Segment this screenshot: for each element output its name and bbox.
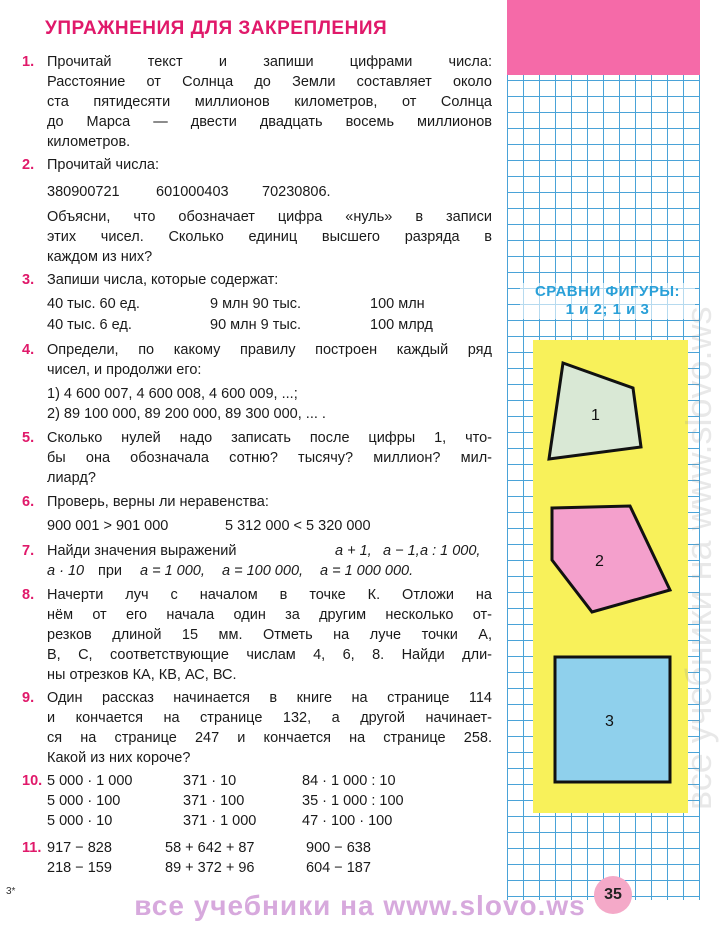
exercise-1 [22, 52, 492, 152]
exercise-9 [22, 688, 492, 768]
sequence-2: 2) 89 100 000, 89 200 000, 89 300 000, ... . [47, 406, 326, 422]
text-line: Начерти луч с началом в точке К. Отложи на [47, 587, 492, 603]
text-line: Какой из них короче? [47, 750, 191, 766]
inequality-2: 5 312 000 < 5 320 000 [225, 518, 371, 534]
exercise-2-question [22, 207, 492, 267]
text-line: этих чисел. Сколько единиц высшего разряда в [47, 229, 492, 245]
inequality-1: 900 001 > 901 000 [47, 518, 169, 534]
expression: a = 100 000, [222, 563, 304, 579]
text-line: Один рассказ начинается в книге на странице 114 [47, 690, 492, 706]
exercise-text: Прочитай числа: [47, 157, 160, 173]
exercise-3 [22, 270, 492, 290]
text-line: Прочитай текст и запиши цифрами числа: [47, 54, 492, 70]
section-heading: УПРАЖНЕНИЯ ДЛЯ ЗАКРЕПЛЕНИЯ [45, 18, 388, 39]
text-line: лиард? [47, 470, 96, 486]
figure-3-label: 3 [605, 713, 614, 730]
number-item: 40 тыс. 6 ед. [47, 317, 132, 333]
figure-2-label: 2 [595, 553, 604, 570]
exercise-number: 1. [22, 54, 35, 70]
expression: 58 + 642 + 87 [165, 840, 255, 856]
expression: 89 + 372 + 96 [165, 860, 255, 876]
exercise-8 [22, 585, 492, 685]
exercise-6 [22, 492, 492, 512]
expression: a : 1 000, [420, 543, 481, 559]
text-line: резков длиной 15 мм. Отметь на луче точки А, [47, 627, 492, 643]
text-line: чисел, и продолжи его: [47, 362, 202, 378]
bottom-watermark: все учебники на www.slovo.ws [134, 890, 586, 921]
vertical-watermark [630, 120, 719, 820]
number-3: 70230806. [262, 184, 331, 200]
exercise-number: 8. [22, 587, 35, 603]
number-item: 9 млн 90 тыс. [210, 296, 302, 312]
margin-mark: 3* [6, 886, 16, 897]
exercise-number: 10. [22, 773, 43, 789]
number-item: 100 млрд [370, 317, 433, 333]
text-line: ста пятидесяти миллионов километров, от Солнца [47, 94, 492, 110]
sequence-1: 1) 4 600 007, 4 600 008, 4 600 009, ...; [47, 386, 298, 402]
text-word: при [98, 563, 123, 579]
expression: 371 · 100 [183, 793, 245, 809]
expression: 604 − 187 [306, 860, 371, 876]
expression: 917 − 828 [47, 840, 112, 856]
exercise-text: Проверь, верны ли неравенства: [47, 494, 269, 510]
exercise-number: 7. [22, 543, 35, 559]
exercise-number: 6. [22, 494, 35, 510]
vertical-watermark-text: все учебники на www.slovo.ws [678, 306, 719, 810]
expression: 371 · 1 000 [183, 813, 257, 829]
number-item: 100 млн [370, 296, 425, 312]
expression: 218 − 159 [47, 860, 112, 876]
text-line: Расстояние от Солнца до Земли составляет около [47, 74, 492, 90]
exercise-4 [22, 340, 492, 380]
expression: 371 · 10 [183, 773, 237, 789]
exercise-number: 9. [22, 690, 35, 706]
exercise-text [47, 428, 492, 488]
pink-block [507, 0, 700, 75]
exercise-2 [22, 155, 492, 175]
exercise-number: 4. [22, 342, 35, 358]
expression: 5 000 · 1 000 [47, 773, 133, 789]
text-line: каждом из них? [47, 249, 153, 265]
number-item: 40 тыс. 60 ед. [47, 296, 140, 312]
compare-title-line2: 1 и 2; 1 и 3 [565, 301, 650, 318]
text-line: Сколько нулей надо записать после цифры 1, что- [47, 430, 492, 446]
text-line: до Марса — двести двадцать восемь миллионов [47, 114, 492, 130]
expression: a + 1, [335, 543, 372, 559]
exercise-text [47, 688, 492, 768]
exercise-text [47, 340, 492, 380]
expression: a − 1, [383, 543, 420, 559]
figure-1-label: 1 [591, 407, 600, 424]
text-line: и кончается на странице 132, а другой начинает- [47, 710, 492, 726]
expression: 5 000 · 10 [47, 813, 113, 829]
expression: a · 10 [47, 563, 85, 579]
exercise-number: 2. [22, 157, 35, 173]
exercise-text [47, 52, 492, 152]
exercise-text: Запиши числа, которые содержат: [47, 272, 279, 288]
expression: 47 · 100 · 100 [302, 813, 393, 829]
text-line: километров. [47, 134, 131, 150]
expression: a = 1 000 000. [320, 563, 414, 579]
exercise-text [47, 585, 492, 685]
number-1: 380900721 [47, 184, 120, 200]
expression: a = 1 000, [140, 563, 205, 579]
number-item: 90 млн 9 тыс. [210, 317, 302, 333]
expression: 84 · 1 000 : 10 [302, 773, 396, 789]
expression: 35 · 1 000 : 100 [302, 793, 404, 809]
page-number: 35 [594, 876, 632, 914]
compare-title-line1: СРАВНИ ФИГУРЫ: [534, 283, 681, 300]
exercise-number: 5. [22, 430, 35, 446]
exercise-number: 3. [22, 272, 35, 288]
exercise-number: 11. [22, 840, 42, 856]
text-line: бы она обозначала сотню? тысячу? миллион? мил- [47, 450, 492, 466]
text-line: Объясни, что обозначает цифра «нуль» в записи [47, 209, 492, 225]
expression: 900 − 638 [306, 840, 371, 856]
text-line: нём от его начала один за другим несколько от- [47, 607, 492, 623]
number-2: 601000403 [156, 184, 229, 200]
expression: 5 000 · 100 [47, 793, 121, 809]
exercise-5 [22, 428, 492, 488]
exercise-text: Найди значения выражений [47, 543, 237, 559]
text-line: В, С, соответствующие числам 4, 6, 8. Найди дли- [47, 647, 492, 663]
text-line: Определи, по какому правилу построен каждый ряд [47, 342, 492, 358]
text-line: ны отрезков КА, КВ, АС, ВС. [47, 667, 237, 683]
exercise-text [47, 207, 492, 267]
text-line: ся на странице 247 и кончается на странице 258. [47, 730, 492, 746]
